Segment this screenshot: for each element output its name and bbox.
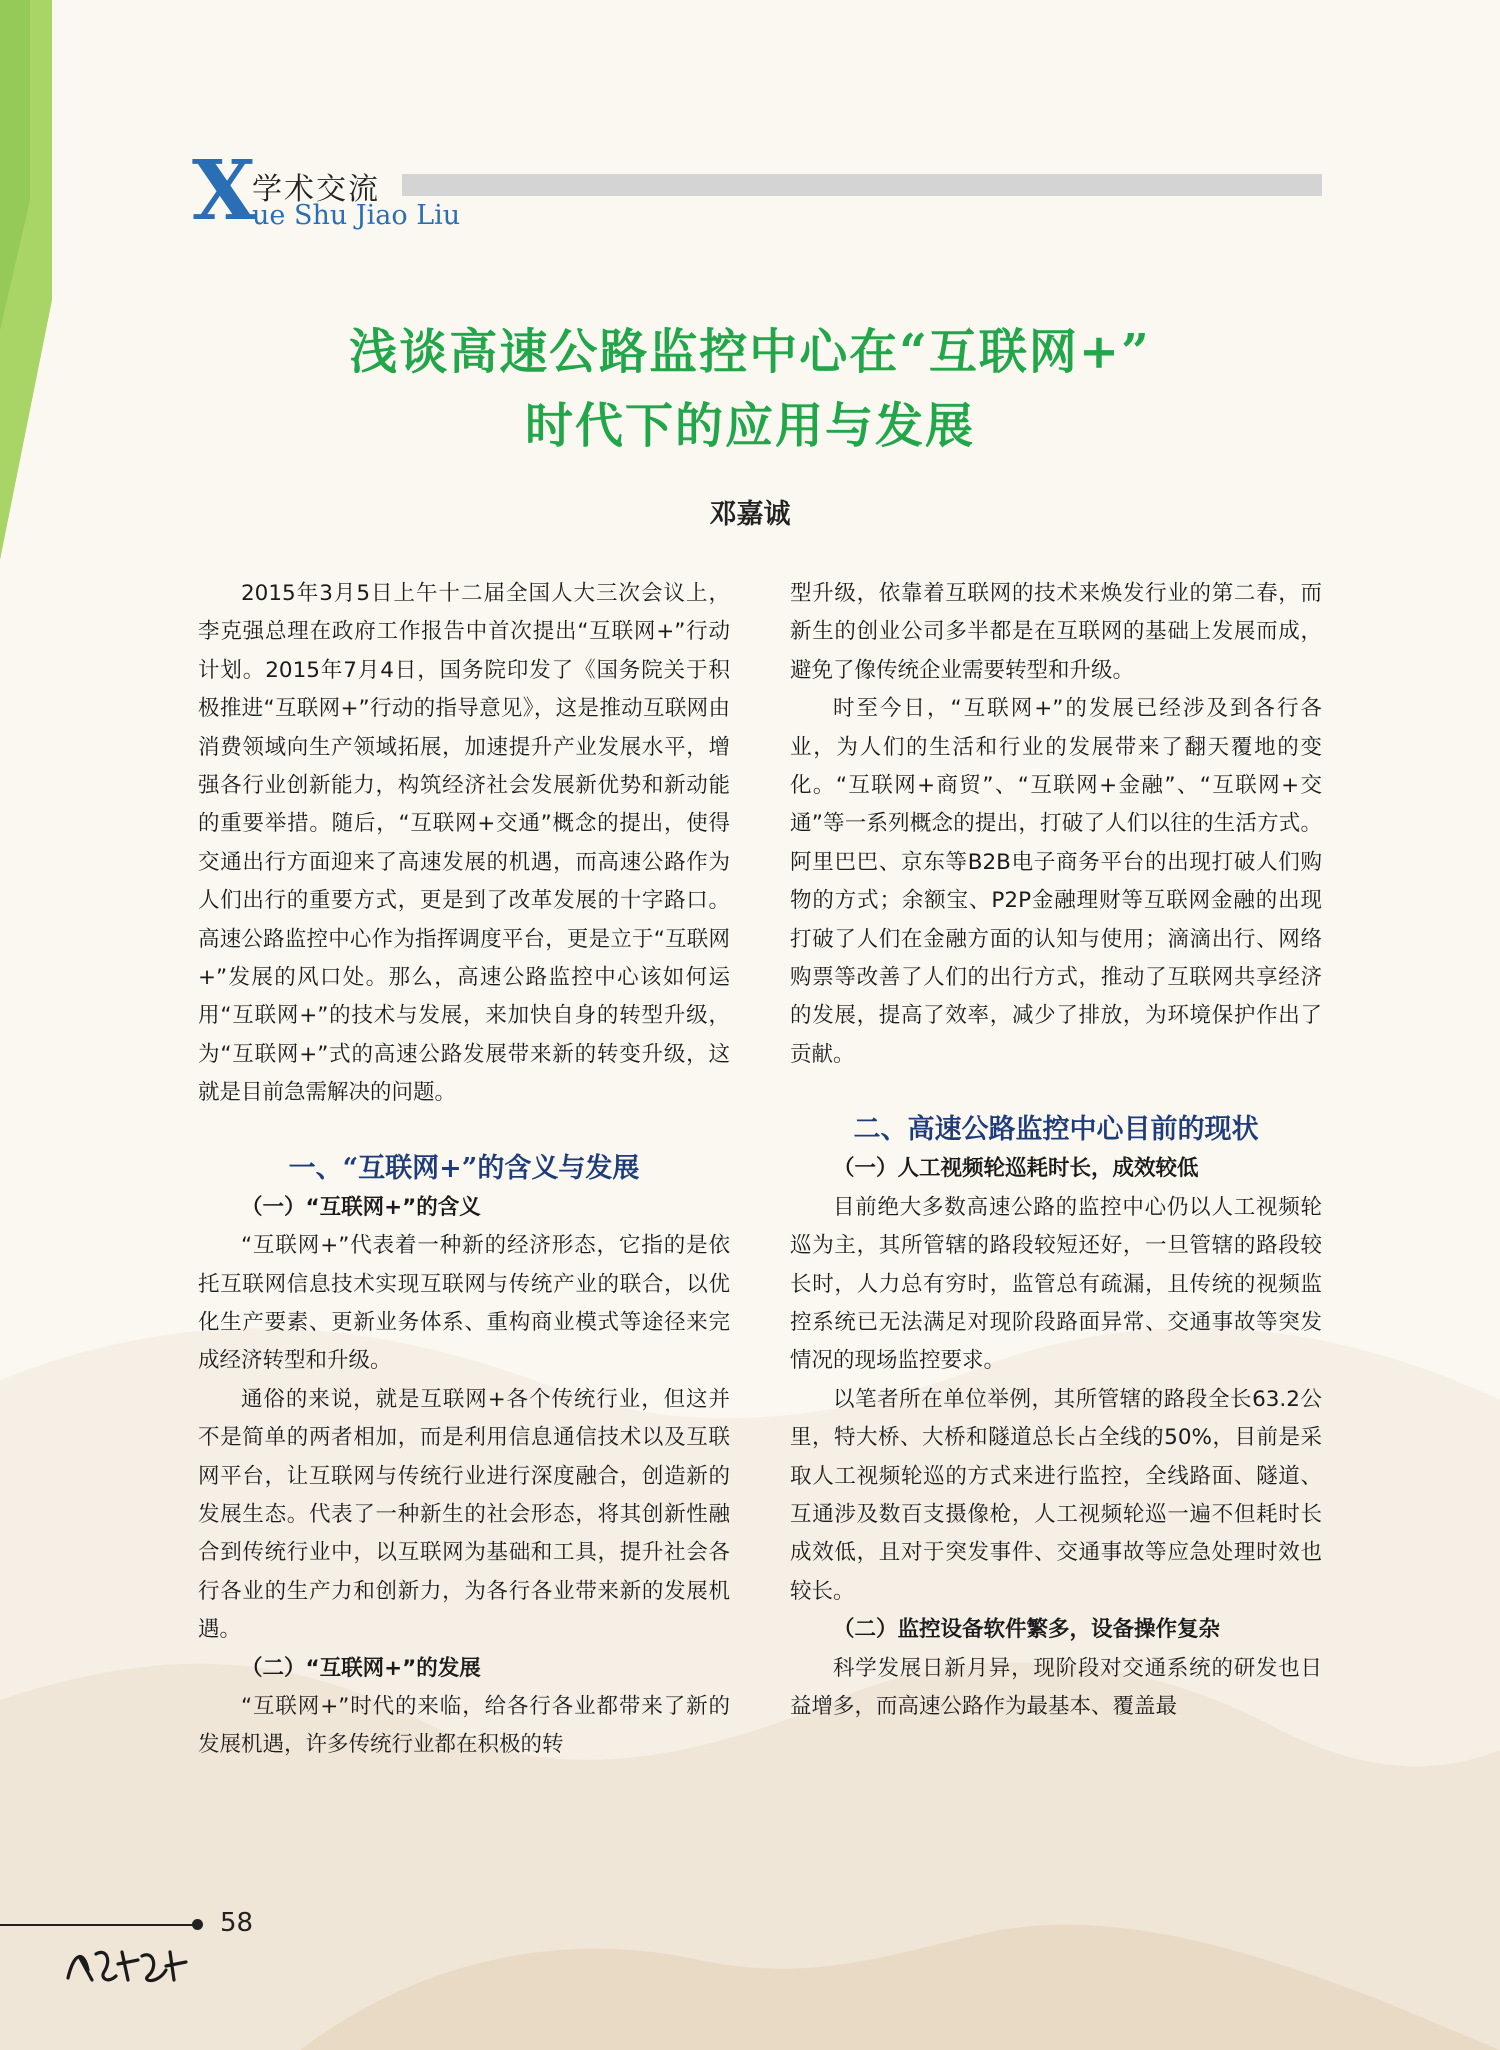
- paragraph: 以笔者所在单位举例，其所管辖的路段全长63.2公里，特大桥、大桥和隧道总长占全线的50%，目前是采取人工视频轮巡的方式来进行监控，全线路面、隧道、互通涉及数百支摄像枪，人工视频轮巡一遍不但耗时长成效低，且对于突发事件、交通事故等应急处理时效也较长。: [790, 1386, 1322, 1604]
- continued-paragraph: 型升级，依靠着互联网的技术来焕发行业的第二春，而新生的创业公司多半都是在互联网的基础上发展而成，避免了像传统企业需要转型和升级。: [790, 581, 1322, 683]
- section-header: [192, 143, 1322, 240]
- header-bar: [402, 174, 1322, 196]
- paragraph: 时至今日，“互联网+”的发展已经涉及到各行各业，为人们的生活和行业的发展带来了翻天覆地的变化。“互联网+商贸”、“互联网+金融”、“互联网+交通”等一系列概念的提出，打破了人们以往的生活方式。阿里巴巴、京东等B2B电子商务平台的出现打破人们购物的方式；余额宝、P2P金融理财等互联网金融的出现打破了人们在金融方面的认知与使用；滴滴出行、网络购票等改善了人们的出行方式，推动了互联网共享经济的发展，提高了效率，减少了排放，为环境保护作出了贡献。: [790, 696, 1322, 1067]
- subheading-1-1: （一）“互联网+”的含义: [241, 1194, 481, 1220]
- footer-rule: [0, 1924, 198, 1926]
- left-column: [198, 575, 730, 1765]
- paragraph: 通俗的来说，就是互联网+各个传统行业，但这并不是简单的两者相加，而是利用信息通信技术以及互联网平台，让互联网与传统行业进行深度融合，创造新的发展生态。代表了一种新生的社会形态，将其创新性融合到传统行业中，以互联网为基础和工具，提升社会各行各业的生产力和创新力，为各行各业带来新的发展机遇。: [198, 1386, 730, 1643]
- right-column: [790, 575, 1322, 1726]
- subheading-2-2: （二）监控设备软件繁多，设备操作复杂: [833, 1617, 1221, 1643]
- page-number: 58: [220, 1908, 254, 1938]
- magazine-logo-icon: [62, 1940, 192, 1990]
- paragraph: “互联网+”时代的来临，给各行各业都带来了新的发展机遇，许多传统行业都在积极的转: [198, 1693, 730, 1758]
- header-cn-label: 学术交流: [252, 172, 380, 207]
- header-en-label: ue Shu Jiao Liu: [252, 200, 461, 231]
- title-line-2: 时代下的应用与发展: [524, 398, 975, 454]
- footer-dot: [192, 1919, 203, 1930]
- paragraph: 目前绝大多数高速公路的监控中心仍以人工视频轮巡为主，其所管辖的路段较短还好，一旦管辖的路段较长时，人力总有穷时，监管总有疏漏，且传统的视频监控系统已无法满足对现阶段路面异常、交通事故等突发情况的现场监控要求。: [790, 1194, 1322, 1374]
- article-title: [0, 315, 1500, 463]
- paragraph: “互联网+”代表着一种新的经济形态，它指的是依托互联网信息技术实现互联网与传统产业的联合，以优化生产要素、更新业务体系、重构商业模式等途径来完成经济转型和升级。: [198, 1233, 730, 1374]
- subheading-2-1: （一）人工视频轮巡耗时长，成效较低: [833, 1156, 1199, 1182]
- header-initial: X: [192, 143, 256, 239]
- author: 邓嘉诚: [709, 499, 791, 530]
- intro-paragraph: 2015年3月5日上午十二届全国人大三次会议上，李克强总理在政府工作报告中首次提出“互联网+”行动计划。2015年7月4日，国务院印发了《国务院关于积极推进“互联网+”行动的指导意见》，这是推动互联网由消费领域向生产领域拓展，加速提升产业发展水平，增强各行业创新能力，构筑经济社会发展新优势和新动能的重要举措。随后，“互联网+交通”概念的提出，使得交通出行方面迎来了高速发展的机遇，而高速公路作为人们出行的重要方式，更是到了改革发展的十字路口。高速公路监控中心作为指挥调度平台，更是立于“互联网+”发展的风口处。那么，高速公路监控中心该如何运用“互联网+”的技术与发展，来加快自身的转型升级，为“互联网+”式的高速公路发展带来新的转变升级，这就是目前急需解决的问题。: [198, 581, 730, 1106]
- subheading-1-2: （二）“互联网+”的发展: [241, 1655, 481, 1681]
- title-line-1: 浅谈高速公路监控中心在“互联网+”: [349, 324, 1151, 380]
- section-heading-1: 一、“互联网+”的含义与发展: [288, 1152, 640, 1184]
- section-heading-2: 二、高速公路监控中心目前的现状: [853, 1114, 1259, 1146]
- paragraph: 科学发展日新月异，现阶段对交通系统的研发也日益增多，而高速公路作为最基本、覆盖最: [790, 1655, 1322, 1719]
